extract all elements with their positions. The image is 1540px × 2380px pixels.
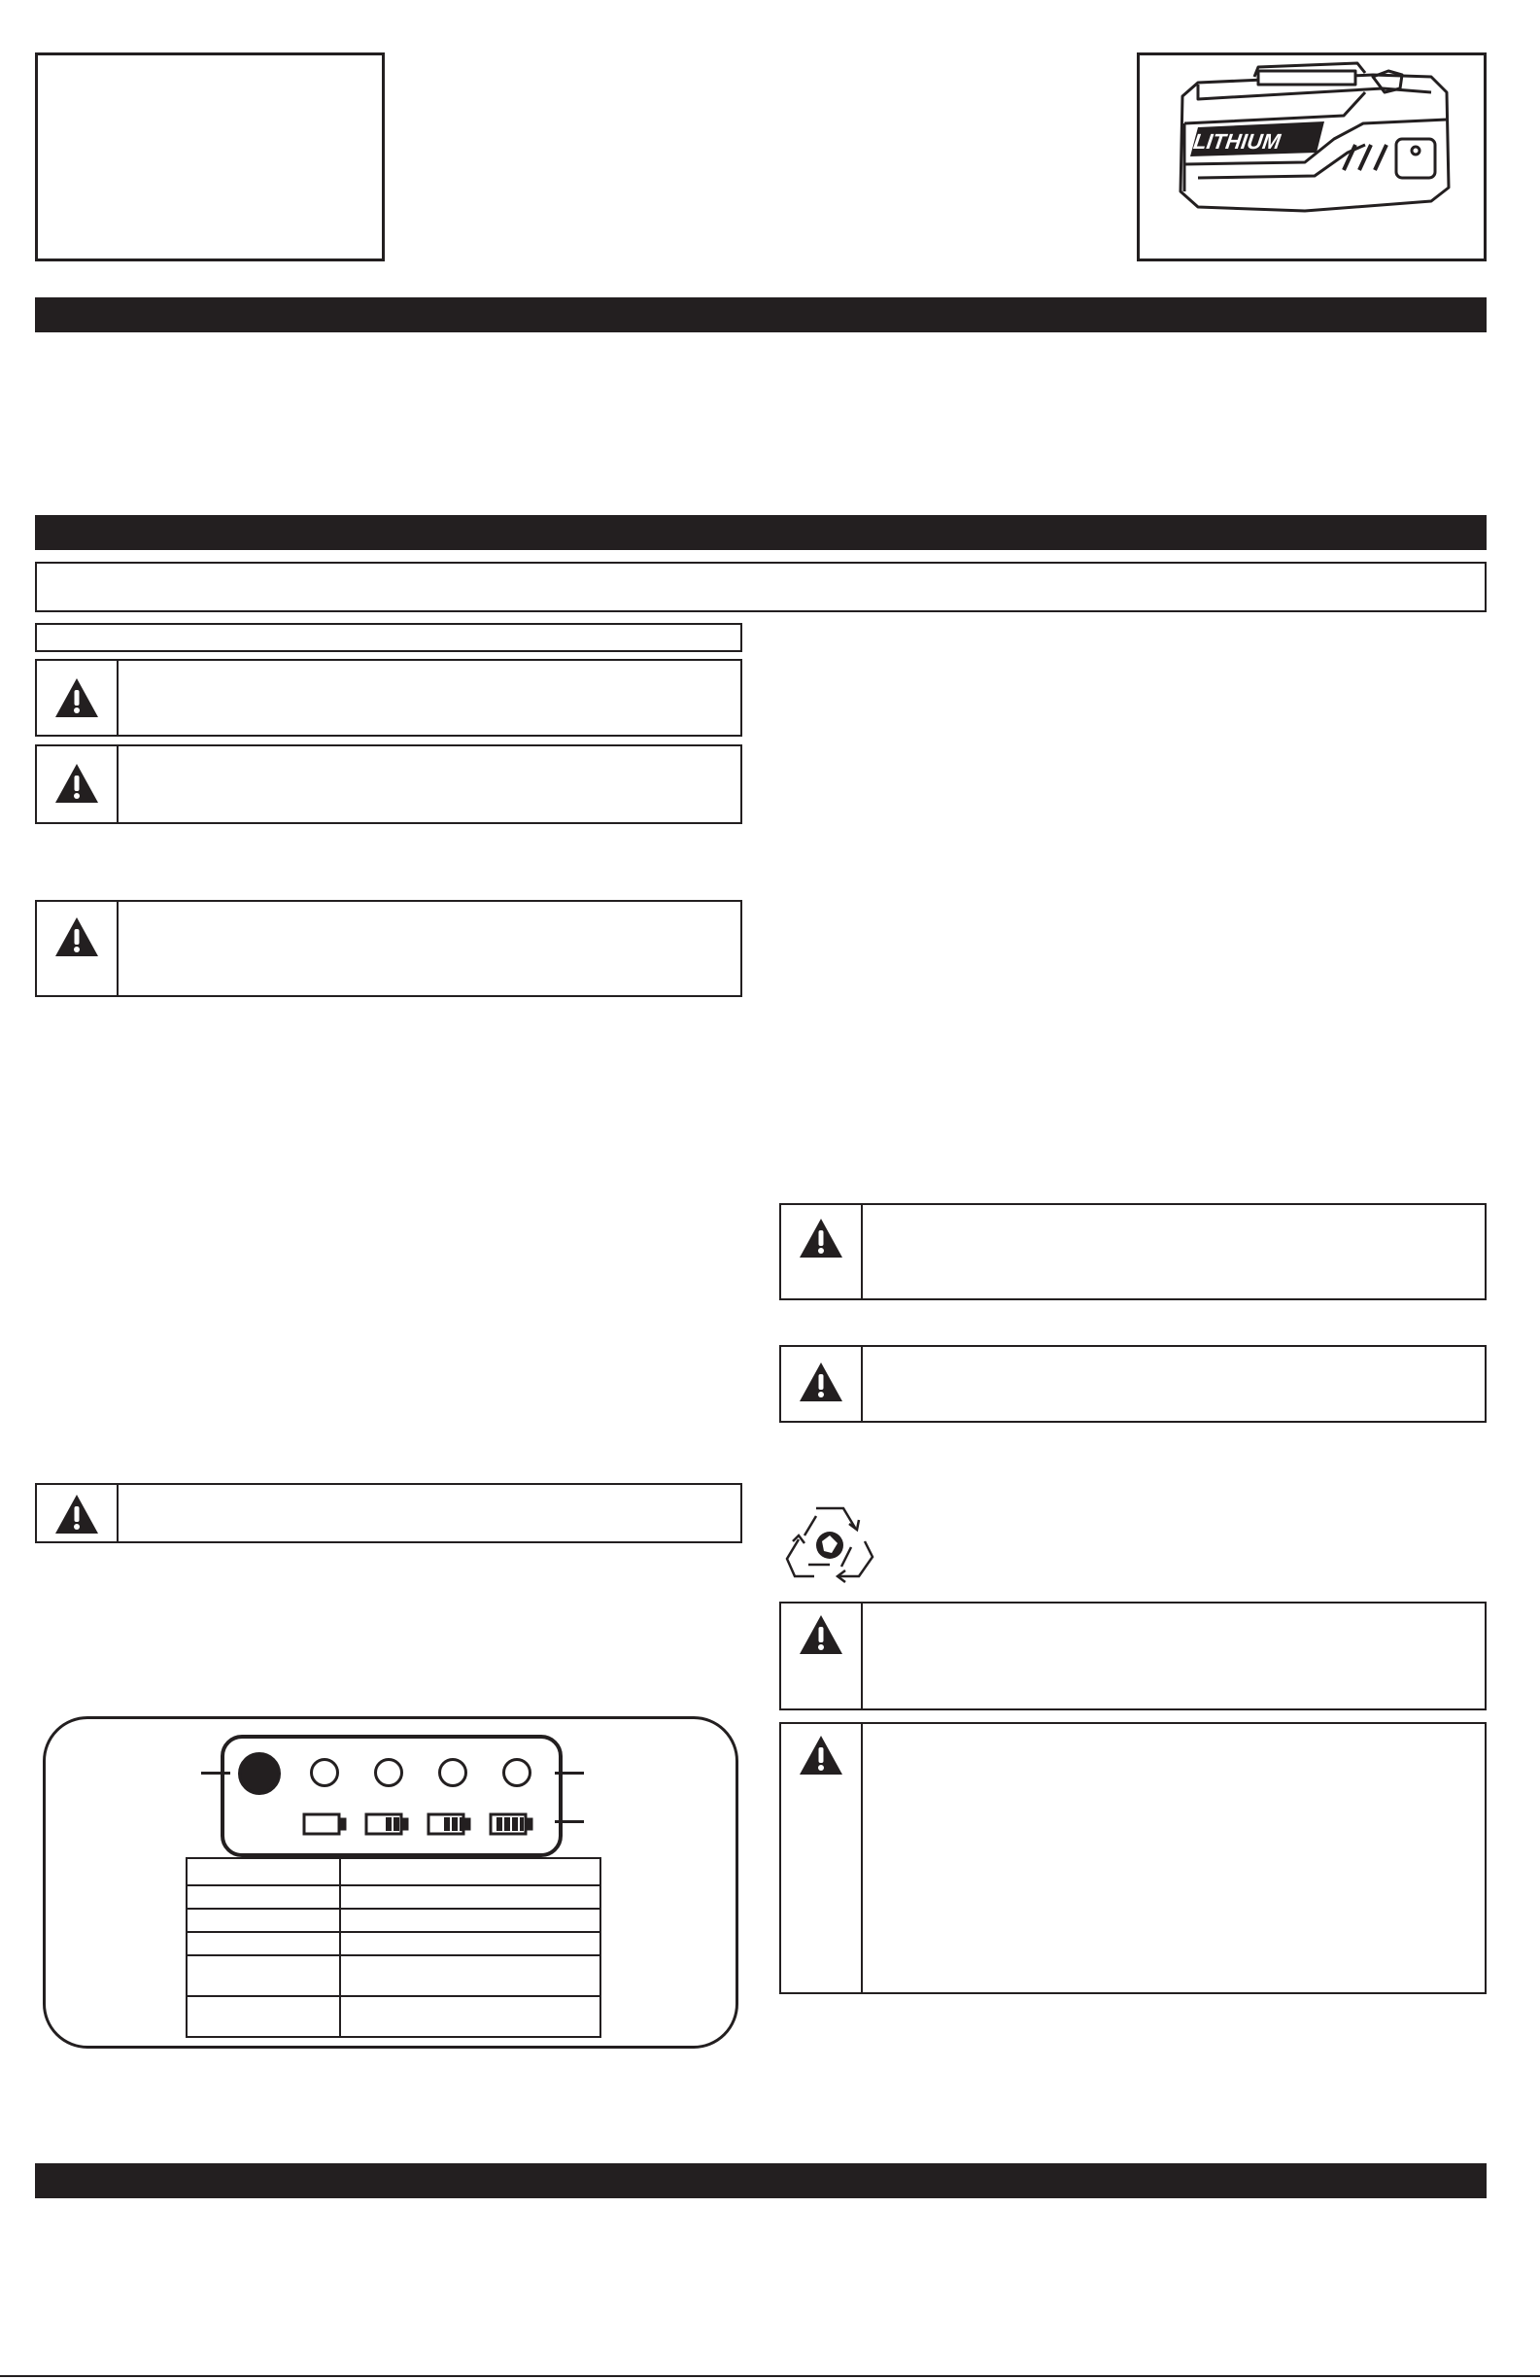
warning-box-left-1 — [35, 659, 742, 737]
table-cell — [187, 1996, 340, 2037]
section-3-header-bar — [35, 2163, 1487, 2198]
fuel-gauge-table — [186, 1857, 601, 2038]
warning-triangle-icon — [53, 1493, 100, 1535]
table-cell — [340, 1996, 600, 2037]
table-cell — [187, 1932, 340, 1955]
lithium-lettering: LITHIUM — [1191, 129, 1283, 154]
led-4 — [502, 1758, 531, 1787]
battery-level-icons — [302, 1809, 555, 1844]
fuel-gauge-legend — [43, 1716, 738, 2049]
test-button[interactable] — [238, 1752, 281, 1795]
section-3-body — [35, 2214, 1487, 2350]
warning-box-left-2 — [35, 744, 742, 824]
section-2-subheading-box — [35, 562, 1487, 612]
table-row — [187, 1885, 600, 1909]
table-cell — [340, 1909, 600, 1932]
warning-triangle-icon — [798, 1734, 844, 1776]
table-row — [187, 1858, 600, 1885]
table-cell — [187, 1885, 340, 1909]
table-row — [187, 1996, 600, 2037]
warning-box-left-4 — [35, 1483, 742, 1543]
lithium-battery-pack-image — [1140, 55, 1484, 259]
warning-triangle-icon — [53, 915, 100, 958]
table-row — [187, 1932, 600, 1955]
led-3 — [438, 1758, 467, 1787]
page-bottom-rule — [0, 2375, 1540, 2377]
table-cell — [187, 1955, 340, 1996]
table-cell — [340, 1858, 600, 1885]
table-cell — [340, 1885, 600, 1909]
table-cell — [187, 1909, 340, 1932]
warning-box-right-4 — [779, 1722, 1487, 1994]
section-1-header-bar — [35, 297, 1487, 332]
warning-triangle-icon — [798, 1613, 844, 1656]
leader-line-leds — [555, 1772, 584, 1775]
warning-box-right-3 — [779, 1602, 1487, 1710]
warning-box-right-1 — [779, 1203, 1487, 1300]
table-cell — [340, 1955, 600, 1996]
warning-box-right-2 — [779, 1345, 1487, 1423]
led-2 — [374, 1758, 403, 1787]
table-row — [187, 1909, 600, 1932]
battery-level-icon-1 — [304, 1814, 339, 1834]
product-image-frame — [1137, 52, 1487, 261]
fuel-gauge-panel — [221, 1735, 563, 1857]
warning-triangle-icon — [798, 1361, 844, 1403]
leader-line-battery-icons — [555, 1820, 584, 1823]
led-1 — [310, 1758, 339, 1787]
warning-triangle-icon — [53, 762, 100, 805]
table-cell — [187, 1858, 340, 1885]
warning-triangle-icon — [53, 676, 100, 719]
table-cell — [340, 1932, 600, 1955]
leader-line-test-button — [201, 1772, 230, 1775]
section-2-header-bar — [35, 515, 1487, 550]
label-box — [35, 52, 385, 261]
warning-triangle-icon — [798, 1217, 844, 1259]
table-row — [187, 1955, 600, 1996]
rbrc-recycle-icon — [785, 1502, 874, 1584]
warning-box-left-3 — [35, 900, 742, 997]
section-1-body — [35, 350, 1487, 496]
left-subheading-box — [35, 623, 742, 652]
